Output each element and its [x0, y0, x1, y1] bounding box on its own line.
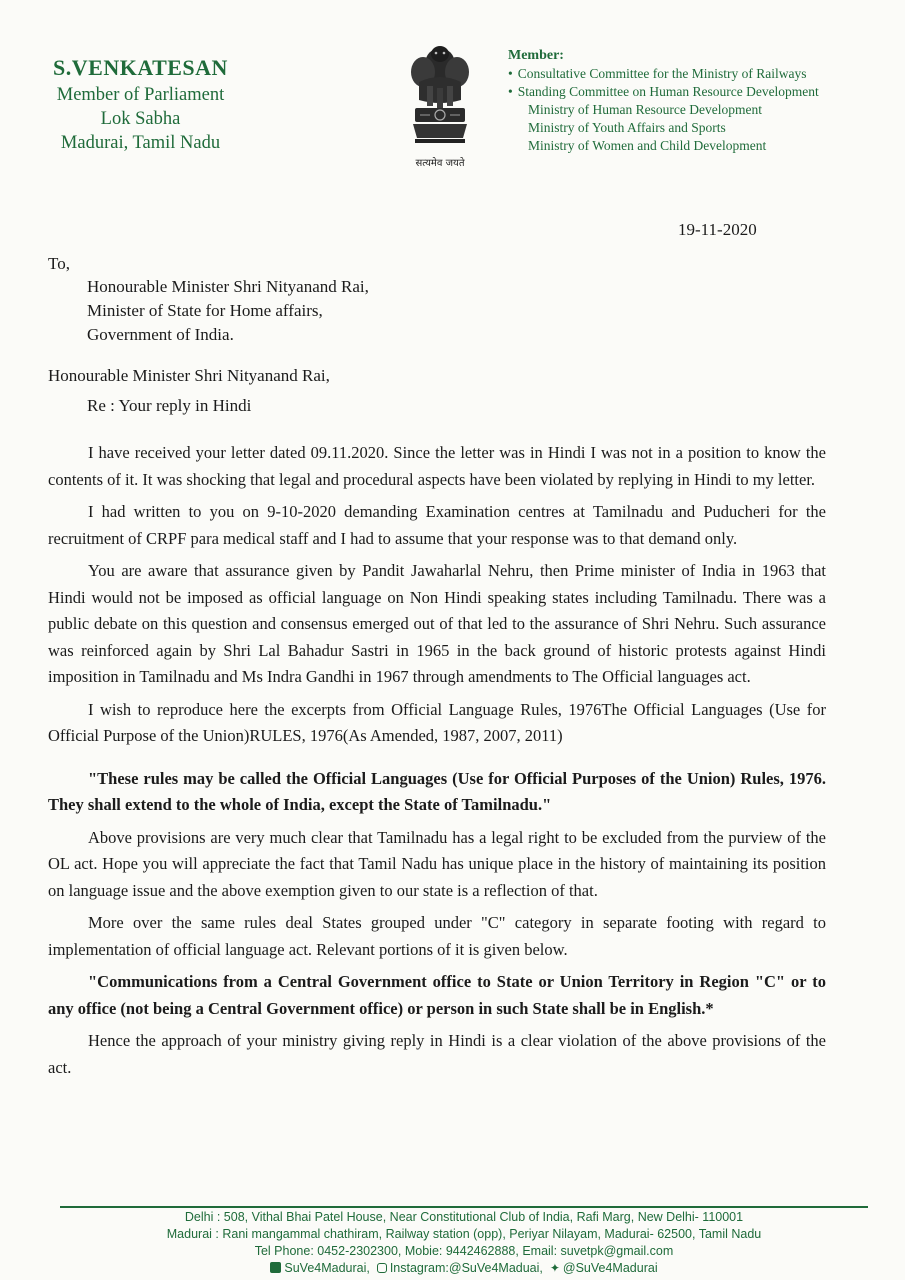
- member-heading: Member:: [508, 48, 564, 63]
- committee-item: • Standing Committee on Human Resource Development: [508, 83, 878, 101]
- body-paragraph: I have received your letter dated 09.11.2020. Since the letter was in Hindi I was not in a position to know the contents of it. It was shocking that legal and procedural aspects have been violated by replying in Hindi to my letter.: [48, 443, 826, 489]
- salutation: Honourable Minister Shri Nityanand Rai,: [48, 366, 330, 385]
- committee-item: • Consultative Committee for the Ministry of Railways: [508, 65, 878, 83]
- footer-madurai-address: Madurai : Rani mangammal chathiram, Railway station (opp), Periyar Nilayam, Madurai- 62500, Tamil Nadu: [166, 1227, 762, 1241]
- body-paragraph: I had written to you on 9-10-2020 demanding Examination centres at Tamilnadu and Puducheri for the recruitment of CRPF para medical staff and I had to assume that your response was to that demand only.: [48, 502, 826, 548]
- footer-delhi-address: Delhi : 508, Vithal Bhai Patel House, Near Constitutional Club of India, Rafi Marg, New Delhi- 110001: [184, 1210, 744, 1224]
- sender-title: Member of Parliament: [56, 85, 225, 105]
- twitter-handle: @SuVe4Madurai: [562, 1261, 658, 1275]
- body-paragraph: I wish to reproduce here the excerpts from Official Language Rules, 1976The Official Languages (Use for Official Purpose of the Union)RULES, 1976(As Amended, 1987, 2007, 2011): [48, 699, 826, 745]
- letterhead-committees: [508, 47, 878, 155]
- body-paragraph: Above provisions are very much clear that Tamilnadu has a legal right to be excluded from the purview of the OL act. Hope you will appreciate the fact that Tamil Nadu has unique place in the history of maintaining its position on language issue and the above exemption given to our state is a reflection of that.: [48, 827, 826, 900]
- letterhead-sender: [33, 55, 248, 155]
- quoted-rule: "These rules may be called the Official Languages (Use for Official Purposes of the Union) Rules, 1976. They shall extend to the whole of India, except the State of Tamilnadu.": [48, 768, 826, 814]
- recipient-address: [87, 275, 369, 347]
- footer-contact: Tel Phone: 0452-2302300, Mobie: 9442462888, Email: suvetpk@gmail.com: [254, 1244, 674, 1258]
- letter-date: 19-11-2020: [678, 220, 757, 239]
- sender-house: Lok Sabha: [100, 109, 181, 129]
- footer-social: [60, 1260, 868, 1277]
- address-line: Minister of State for Home affairs,: [87, 301, 323, 320]
- sender-name: S.VENKATESAN: [53, 55, 228, 80]
- letterhead-footer: [60, 1209, 868, 1277]
- body-paragraph: You are aware that assurance given by Pandit Jawaharlal Nehru, then Prime minister of India in 1963 that Hindi would not be imposed as official language on Non Hindi speaking states including Tamilnadu. There was a public debate on this question and consensus emerged out of that led to the assurance of Shri Nehru. Such assurance was reinforced again by Shri Lal Bahadur Sastri in 1965 in the back ground of historic protests against Hindi imposition in Tamilnadu and Ms Indra Gandhi in 1967 through amendments to The Official languages act.: [48, 561, 826, 686]
- footer-divider: [60, 1206, 868, 1208]
- ministry-item: Ministry of Youth Affairs and Sports: [528, 120, 726, 135]
- ministry-item: Ministry of Women and Child Development: [528, 138, 767, 153]
- address-line: Government of India.: [87, 325, 234, 344]
- body-paragraph: More over the same rules deal States grouped under "C" category in separate footing with regard to implementation of official language act. Relevant portions of it is given below.: [48, 913, 826, 959]
- facebook-handle: SuVe4Madurai,: [284, 1261, 370, 1275]
- body-paragraph: Hence the approach of your ministry giving reply in Hindi is a clear violation of the above provisions of the act.: [48, 1031, 826, 1077]
- instagram-handle: Instagram:@SuVe4Maduai,: [389, 1261, 543, 1275]
- to-label: To,: [48, 254, 70, 273]
- address-line: Honourable Minister Shri Nityanand Rai,: [87, 277, 369, 296]
- subject-line: Re : Your reply in Hindi: [87, 396, 252, 415]
- instagram-icon: [377, 1263, 387, 1273]
- ministry-item: Ministry of Human Resource Development: [528, 102, 762, 117]
- national-emblem: [398, 42, 482, 169]
- letter-body: [48, 440, 826, 1087]
- twitter-icon: ✦: [549, 1261, 560, 1275]
- national-motto: सत्यमेव जयते: [415, 158, 465, 169]
- facebook-icon: [270, 1262, 281, 1273]
- sender-constituency: Madurai, Tamil Nadu: [60, 133, 221, 153]
- quoted-rule: "Communications from a Central Government office to State or Union Territory in Region "C" or to any office (not being a Central Government office) or person in such State shall be in English.*: [48, 972, 826, 1018]
- national-emblem-icon: [405, 42, 475, 154]
